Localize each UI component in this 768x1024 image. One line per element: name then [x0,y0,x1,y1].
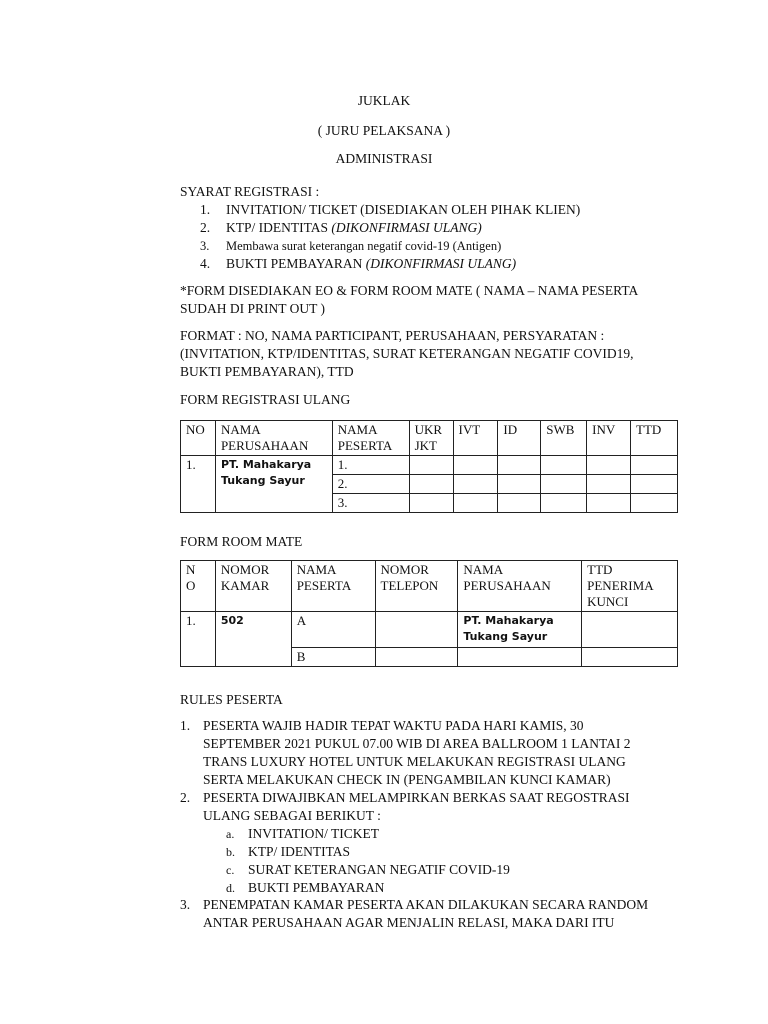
header-label: TELEPON [380,578,439,593]
ttd-cell [631,494,678,513]
list-text-line: SEPTEMBER 2021 PUKUL 07.00 WIB DI AREA BALLROOM 1 LANTAI 2 [203,736,631,751]
ukr-cell [409,494,453,513]
header-cell [541,421,587,456]
table-header-row [181,421,678,456]
peserta-number: 3. [337,495,348,510]
company-name: PT. Mahakarya [463,614,554,627]
peserta-cell [332,494,409,513]
swb-cell [541,475,587,494]
list-number: 3. [180,897,191,912]
header-label: NAMA [463,562,504,577]
header-cell [582,561,678,612]
list-text-main: BUKTI PEMBAYARAN [226,256,366,271]
header-label: INV [592,422,616,437]
ttd-cell [631,456,678,475]
format-paragraph [180,327,634,381]
ukr-cell [409,475,453,494]
list-text: Membawa surat keterangan negatif covid-19 (Antigen) [226,239,502,253]
list-text [226,255,516,273]
table-row [181,612,678,648]
sublist-text: SURAT KETERANGAN NEGATIF COVID-19 [248,862,510,877]
row-number: 1. [186,457,196,472]
registrasi-heading: FORM REGISTRASI ULANG [180,392,351,407]
header-label: PESERTA [296,578,352,593]
header-label: PESERTA [337,438,393,453]
ivt-cell [453,456,498,475]
company-cell [215,456,332,513]
list-text-italic: (DIKONFIRMASI ULANG) [365,256,517,271]
ttd-cell [582,612,678,648]
list-number: 2. [200,220,211,235]
header-cell [453,421,498,456]
header-label: NAMA [337,422,378,437]
company-cell [458,612,582,648]
header-label: NAMA [296,562,337,577]
header-label: UKR [414,422,443,437]
peserta-label: A [296,613,307,628]
format-line: FORMAT : NO, NAMA PARTICIPANT, PERUSAHAAN, PERSYARATAN : [180,328,605,343]
id-cell [498,456,541,475]
roommate-heading: FORM ROOM MATE [180,534,303,549]
telepon-cell [375,612,458,648]
header-label: NOMOR [220,562,270,577]
header-cell [409,421,453,456]
list-text [226,219,482,237]
header-label: ID [503,422,518,437]
row-number-cell [181,612,216,667]
sublist-letter: d. [226,881,235,895]
header-cell [291,561,375,612]
section-title: ADMINISTRASI [335,151,433,166]
rules-heading: RULES PESERTA [180,692,283,707]
swb-cell [541,456,587,475]
header-label: PERUSAHAAN [220,438,309,453]
doc-title: JUKLAK [357,93,411,108]
telepon-cell [375,648,458,667]
header-label: TTD [636,422,662,437]
row-number-cell [181,456,216,513]
list-number: 4. [200,256,211,271]
list-text-line: TRANS LUXURY HOTEL UNTUK MELAKUKAN REGISTRASI ULANG [203,754,626,769]
room-number-cell [215,612,291,667]
peserta-cell [332,456,409,475]
header-label: TTD [587,562,613,577]
header-cell [215,421,332,456]
list-text-line: ANTAR PERUSAHAAN AGAR MENJALIN RELASI, MAKA DARI ITU [203,915,615,930]
header-cell [181,421,216,456]
header-label: KUNCI [587,594,629,609]
company-cell [458,648,582,667]
registrasi-table [180,420,678,513]
ttd-cell [631,475,678,494]
list-text-line: PESERTA WAJIB HADIR TEPAT WAKTU PADA HARI KAMIS, 30 [203,718,584,733]
peserta-number: 2. [337,476,348,491]
ukr-cell [409,456,453,475]
doc-subtitle: ( JURU PELAKSANA ) [317,123,451,138]
sublist-text: INVITATION/ TICKET [248,826,380,841]
list-text-main: KTP/ IDENTITAS [226,220,332,235]
peserta-cell [332,475,409,494]
header-label: N [186,562,196,577]
header-label: NAMA [220,422,261,437]
company-name: Tukang Sayur [220,474,305,487]
header-label: O [186,578,196,593]
sublist-text: BUKTI PEMBAYARAN [248,880,385,895]
list-number: 1. [200,202,211,217]
list-text [203,789,630,825]
sublist-letter: c. [226,863,235,877]
id-cell [498,494,541,513]
form-note [180,282,638,318]
company-name: PT. Mahakarya [220,458,312,471]
peserta-cell [291,648,375,667]
list-text-line: SERTA MELAKUKAN CHECK IN (PENGAMBILAN KUNCI KAMAR) [203,772,611,787]
format-line: BUKTI PEMBAYARAN), TTD [180,364,354,379]
form-note-line: SUDAH DI PRINT OUT ) [180,301,326,316]
swb-cell [541,494,587,513]
list-text [203,717,631,789]
header-label: SWB [546,422,575,437]
format-line: (INVITATION, KTP/IDENTITAS, SURAT KETERANGAN NEGATIF COVID19, [180,346,634,361]
header-cell [631,421,678,456]
list-text [203,896,648,932]
header-cell [587,421,631,456]
sublist-letter: a. [226,827,235,841]
inv-cell [587,494,631,513]
list-text-line: PENEMPATAN KAMAR PESERTA AKAN DILAKUKAN SECARA RANDOM [203,897,649,912]
peserta-cell [291,612,375,648]
ivt-cell [453,475,498,494]
room-number: 502 [220,614,244,627]
company-name: Tukang Sayur [463,630,548,643]
ttd-cell [582,648,678,667]
header-cell [498,421,541,456]
list-text-line: PESERTA DIWAJIBKAN MELAMPIRKAN BERKAS SAAT REGOSTRASI [203,790,630,805]
header-label: PERUSAHAAN [463,578,551,593]
sublist-letter: b. [226,845,235,859]
header-label: JKT [414,438,437,453]
peserta-number: 1. [337,457,348,472]
header-label: PENERIMA [587,578,654,593]
header-cell [458,561,582,612]
peserta-label: B [296,649,306,664]
header-label: NOMOR [380,562,429,577]
list-number: 1. [180,718,191,733]
id-cell [498,475,541,494]
list-text-line: ULANG SEBAGAI BERIKUT : [203,808,381,823]
form-note-line: *FORM DISEDIAKAN EO & FORM ROOM MATE ( NAMA – NAMA PESERTA [180,283,639,298]
inv-cell [587,475,631,494]
list-text-italic: (DIKONFIRMASI ULANG) [331,220,482,235]
ivt-cell [453,494,498,513]
header-label: NO [186,422,205,437]
header-cell [332,421,409,456]
header-cell [215,561,291,612]
table-header-row [181,561,678,612]
row-number: 1. [186,613,196,628]
header-cell [375,561,458,612]
header-cell [181,561,216,612]
list-number: 2. [180,790,191,805]
header-label: KAMAR [220,578,270,593]
header-label: IVT [458,422,481,437]
roommate-table [180,560,678,667]
list-text: INVITATION/ TICKET (DISEDIAKAN OLEH PIHAK KLIEN) [226,202,581,217]
syarat-heading: SYARAT REGISTRASI : [180,184,320,199]
sublist-text: KTP/ IDENTITAS [248,844,351,859]
inv-cell [587,456,631,475]
list-number: 3. [200,239,210,253]
table-row [181,456,678,475]
